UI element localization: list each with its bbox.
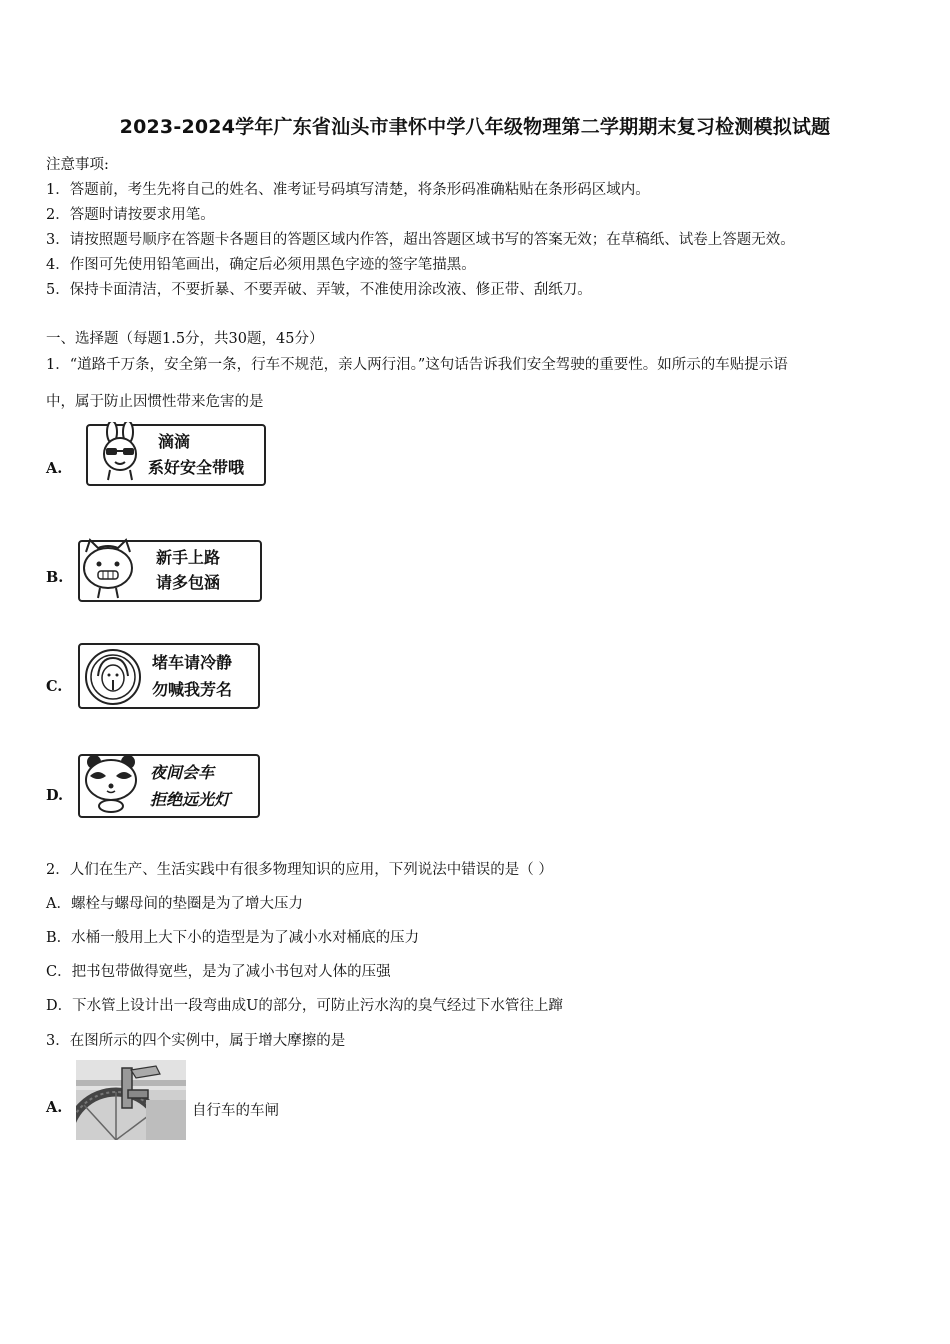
notice-item-1: 1．答题前，考生先将自己的姓名、准考证号码填写清楚，将条形码准确粘贴在条形码区域内。 — [46, 182, 650, 198]
q1-stem-line2: 中，属于防止因惯性带来危害的是 — [46, 394, 264, 410]
q1-option-a-sticker — [86, 424, 266, 486]
q1-option-a-text-1: 滴滴 — [158, 432, 191, 451]
bicycle-brake-photo — [76, 1060, 186, 1140]
q1-option-c-letter: C. — [46, 678, 63, 695]
notice-item-3: 3．请按照题号顺序在答题卡各题目的答题区域内作答，超出答题区域书写的答案无效；在草稿纸、试卷上答题无效。 — [46, 232, 795, 248]
q3-option-a-caption: 自行车的车闸 — [192, 1103, 279, 1119]
q2-stem: 2．人们在生产、生活实践中有很多物理知识的应用，下列说法中错误的是（ ） — [46, 862, 553, 878]
rabbit-icon — [90, 422, 150, 482]
q2-option-c: C．把书包带做得宽些，是为了减小书包对人体的压强 — [46, 964, 391, 980]
q1-option-a-letter: A. — [46, 460, 63, 477]
notice-item-5: 5．保持卡面清洁，不要折暴、不要弄破、弄皱，不准使用涂改液、修正带、刮纸刀。 — [46, 282, 592, 298]
girl-face-icon — [82, 646, 144, 708]
q1-option-d-sticker — [78, 754, 260, 818]
q3-stem: 3．在图所示的四个实例中，属于增大摩擦的是 — [46, 1033, 346, 1049]
q2-option-a: A．螺栓与螺母间的垫圈是为了增大压力 — [46, 896, 303, 912]
notice-item-2: 2．答题时请按要求用笔。 — [46, 207, 215, 223]
q1-option-b-letter: B. — [46, 569, 64, 586]
q1-option-d-text-1: 夜间会车 — [150, 763, 215, 782]
page-title: 2023-2024学年广东省汕头市聿怀中学八年级物理第二学期期末复习检测模拟试题 — [119, 116, 831, 138]
q1-option-c-text-2: 勿喊我芳名 — [152, 680, 233, 699]
q1-option-d-letter: D. — [46, 787, 64, 804]
cat-face-icon — [76, 538, 140, 600]
panda-icon — [80, 752, 142, 814]
q1-option-b-text-1: 新手上路 — [156, 548, 221, 567]
q1-option-d-text-2: 拒绝远光灯 — [150, 790, 231, 809]
q3-option-a-letter: A. — [46, 1099, 63, 1116]
section-heading: 一、选择题（每题1.5分，共30题，45分） — [46, 331, 324, 347]
q2-option-d: D．下水管上设计出一段弯曲成U的部分，可防止污水沟的臭气经过下水管往上蹿 — [46, 998, 563, 1014]
q1-option-c-sticker — [78, 643, 260, 709]
bicycle-brake-image — [76, 1060, 186, 1140]
q1-option-b-sticker — [78, 540, 262, 602]
q1-stem-line1: 1．“道路千万条，安全第一条，行车不规范，亲人两行泪。”这句话告诉我们安全驾驶的重要性。如所示的车贴提示语 — [46, 357, 788, 373]
q1-option-b-text-2: 请多包涵 — [156, 573, 221, 592]
notice-heading: 注意事项: — [46, 157, 109, 173]
q2-option-b: B．水桶一般用上大下小的造型是为了减小水对桶底的压力 — [46, 930, 420, 946]
q1-option-c-text-1: 堵车请冷静 — [152, 653, 233, 672]
notice-item-4: 4．作图可先使用铅笔画出，确定后必须用黑色字迹的签字笔描黑。 — [46, 257, 476, 273]
q1-option-a-text-2: 系好安全带哦 — [148, 458, 245, 477]
